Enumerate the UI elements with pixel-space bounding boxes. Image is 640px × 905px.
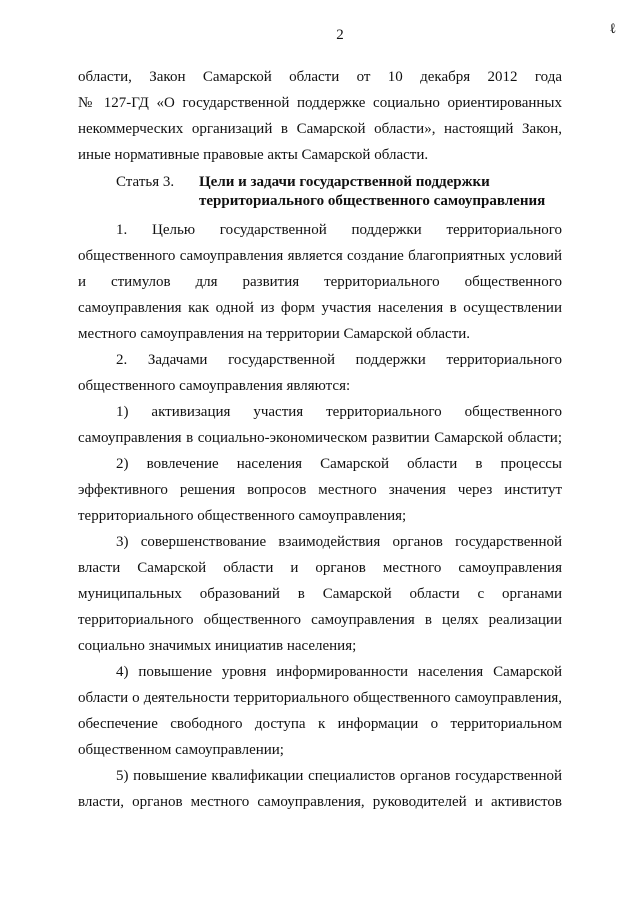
article-title bbox=[199, 173, 569, 211]
text-line: власти Самарской области и органов местного самоуправления bbox=[78, 560, 562, 576]
document-body bbox=[78, 64, 562, 815]
text-line: власти, органов местного самоуправления, руководителей и активистов bbox=[78, 794, 562, 810]
text-line: территориального общественного самоуправления в целях реализации bbox=[78, 612, 562, 628]
text-line: иные нормативные правовые акты Самарской области. bbox=[78, 147, 429, 163]
text-line: области, Закон Самарской области от 10 декабря 2012 года bbox=[78, 69, 562, 85]
article-title-line: территориального общественного самоуправления bbox=[199, 193, 546, 209]
handwritten-mark: ℓ bbox=[608, 21, 618, 38]
text-line: муниципальных образований в Самарской области с органами bbox=[78, 586, 562, 602]
text-line: 5) повышение квалификации специалистов органов государственной bbox=[116, 768, 562, 784]
text-line: № 127-ГД «О государственной поддержке социально ориентированных bbox=[78, 95, 562, 111]
text-line: 1) активизация участия территориального общественного bbox=[116, 404, 562, 420]
text-line: общественного самоуправления являются: bbox=[78, 378, 351, 394]
text-line: эффективного решения вопросов местного значения через институт bbox=[78, 482, 562, 498]
text-line: самоуправления в социально-экономическом развитии Самарской области; bbox=[78, 430, 562, 446]
article-heading bbox=[78, 173, 562, 217]
page-number: 2 bbox=[336, 27, 344, 43]
text-line: территориального общественного самоуправления; bbox=[78, 508, 407, 524]
text-line: 3) совершенствование взаимодействия органов государственной bbox=[116, 534, 562, 550]
article-title-line: Цели и задачи государственной поддержки bbox=[199, 174, 490, 190]
text-line: местного самоуправления на территории Самарской области. bbox=[78, 326, 471, 342]
text-line: 4) повышение уровня информированности населения Самарской bbox=[116, 664, 562, 680]
text-line: некоммерческих организаций в Самарской области», настоящий Закон, bbox=[78, 121, 562, 137]
text-line: 2. Задачами государственной поддержки территориального bbox=[116, 352, 562, 368]
text-line: и стимулов для развития территориального общественного bbox=[78, 274, 562, 290]
text-line: обеспечение свободного доступа к информации о территориальном bbox=[78, 716, 562, 732]
text-line: общественного самоуправления является создание благоприятных условий bbox=[78, 248, 562, 264]
text-line: социально значимых инициатив населения; bbox=[78, 638, 357, 654]
text-line: области о деятельности территориального общественного самоуправления, bbox=[78, 690, 562, 706]
text-line: самоуправления как одной из форм участия населения в осуществлении bbox=[78, 300, 562, 316]
text-line: 2) вовлечение населения Самарской области в процессы bbox=[116, 456, 562, 472]
text-line: общественном самоуправлении; bbox=[78, 742, 284, 758]
text-line: 1. Целью государственной поддержки территориального bbox=[116, 222, 562, 238]
article-number: Статья 3. bbox=[116, 174, 175, 190]
